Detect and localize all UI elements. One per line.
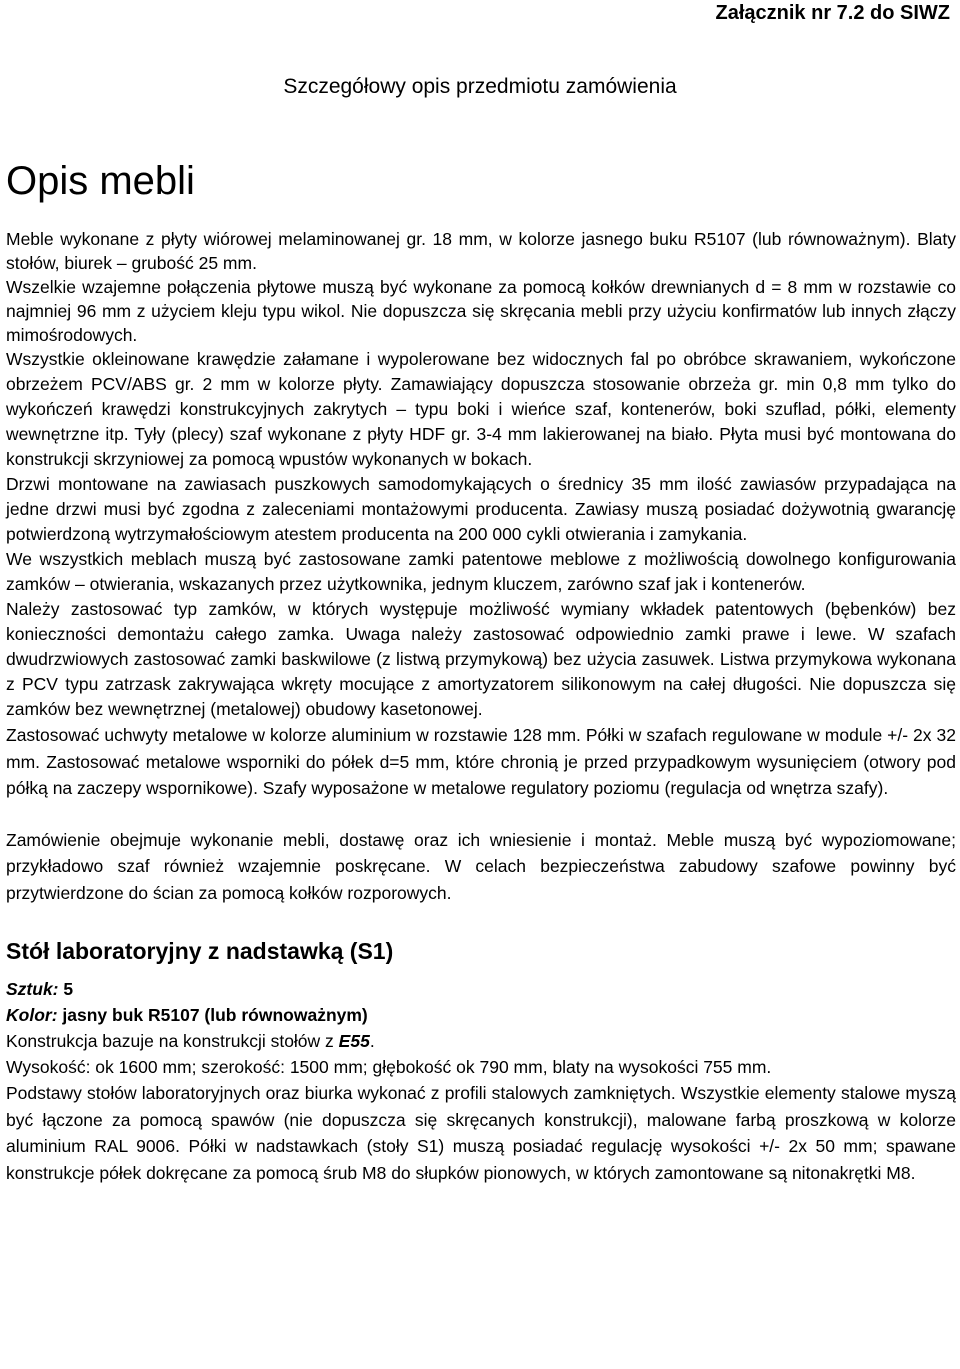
- paragraph-lock-types: Należy zastosować typ zamków, w których występuje możliwość wymiany wkładek patentowych (bębenków) bez konieczności demontażu całego zamka. Uwaga należy zastosować odpowiednio zamki prawe i lewe. W szafach dwudrzwiowych zastosować zamki baskwilowe (z listwą przymykową) bez użycia zasuwek. Listwa przymykowa wykonana z PCV typu zatrzask zakrywająca wkręty mocujące z amortyzatorem silikonowym na całej długości. Nie dopuszcza się zamków bez wewnętrznej (metalowej) obudowy kasetonowej.: [6, 599, 956, 719]
- section-heading: Stół laboratoryjny z nadstawką (S1): [6, 938, 394, 964]
- paragraph-joints: Wszelkie wzajemne połączenia płytowe muszą być wykonane za pomocą kołków drewnianych d = 8 mm w rozstawie co najmniej 96 mm z użyciem kleju typu wikol. Nie dopuszcza się skręcania mebli przy użyciu konfirmatów lub innych złączy mimośrodowych.: [6, 277, 956, 345]
- paragraph-edges: Wszystkie okleinowane krawędzie załamane i wypolerowane bez widocznych fal po obróbce skrawaniem, wykończone obrzeżem PCV/ABS gr. 2 mm w kolorze płyty. Zamawiający dopuszcza stosowanie obrzeża gr. min 0,8 mm tylko do wykończeń krawędzi konstrukcyjnych zakrytych – typu boki i wieńce szaf, kontenerów, boki szuflad, półki, elementy wewnętrzne itp. Tyły (plecy) szaf wykonane z płyty HDF gr. 3-4 mm lakierowanej na biało. Płyta musi być montowana do konstrukcji skrzyniowej za pomocą wpustów wykonanych w bokach.: [6, 349, 956, 469]
- dimensions-line: Wysokość: ok 1600 mm; szerokość: 1500 mm; głębokość ok 790 mm, blaty na wysokości 755 mm.: [6, 1057, 772, 1077]
- spacer: [6, 966, 956, 976]
- annex-label: Załącznik nr 7.2 do SIWZ: [715, 2, 950, 24]
- document-subtitle: Szczegółowy opis przedmiotu zamówienia: [283, 75, 677, 98]
- paragraph-steel-frame: Podstawy stołów laboratoryjnych oraz biurka wykonać z profili stalowych zamkniętych. Wszystkie elementy stalowe myszą być łączone za pomocą spawów (nie dopuszcza się skręcanych konstrukcji), malowane farbą proszkową w kolorze aluminium RAL 9006. Półki w nadstawkach (stoły S1) muszą posiadać regulację wysokości +/- 2x 50 mm; spawane konstrukcje półek dokręcane za pomocą śrub M8 do słupków pionowych, w których zamontowane są nitonakrętki M8.: [6, 1083, 956, 1183]
- page-title: Opis mebli: [6, 159, 195, 203]
- construction-end: .: [369, 1031, 375, 1051]
- construction-ref: E55: [338, 1031, 370, 1051]
- quantity-line: [6, 976, 956, 1002]
- color-value: jasny buk R5107 (lub równoważnym): [62, 1005, 368, 1025]
- paragraph-order-scope: Zamówienie obejmuje wykonanie mebli, dostawę oraz ich wniesienie i montaż. Meble muszą być wypoziomowane; przykładowo szaf również wzajemnie poskręcane. W celach bezpieczeństwa zabudowy szafowe powinny być przytwierdzone do ścian za pomocą kołków rozporowych.: [6, 829, 956, 903]
- paragraph-hinges: Drzwi montowane na zawiasach puszkowych samodomykających o średnicy 35 mm ilość zawiasów przypadająca na jedne drzwi musi być zgodna z zaleceniami montażowymi producenta. Zawiasy muszą posiadać dożywotnią gwarancję potwierdzoną wytrzymałościowym atestem producenta na 200 000 cykli otwierania i zamykania.: [6, 474, 956, 544]
- construction-line: [6, 1028, 956, 1054]
- construction-text: Konstrukcja bazuje na konstrukcji stołów z: [6, 1031, 334, 1051]
- paragraph-locks: We wszystkich meblach muszą być zastosowane zamki patentowe meblowe z możliwością dowolnego konfigurowania zamków – otwierania, wskazanych przez użytkownika, jednym kluczem, zarówno szaf jak i kontenerów.: [6, 549, 956, 594]
- quantity-label: Sztuk:: [6, 979, 59, 999]
- color-line: [6, 1002, 956, 1028]
- color-label: Kolor:: [6, 1005, 58, 1025]
- quantity-value: 5: [63, 979, 74, 999]
- document-body: [6, 227, 956, 1186]
- paragraph-materials: Meble wykonane z płyty wiórowej melaminowanej gr. 18 mm, w kolorze jasnego buku R5107 (lub równoważnym). Blaty stołów, biurek – grubość 25 mm.: [6, 229, 956, 273]
- spacer: [6, 906, 956, 936]
- paragraph-handles-shelves: Zastosować uchwyty metalowe w kolorze aluminium w rozstawie 128 mm. Półki w szafach regulowane w module +/- 2x 32 mm. Zastosować metalowe wsporniki do półek d=5 mm, które chronią je przed przypadkowym wysunięciem (otwory pod półką na zaczepy wspornikowe). Szafy wyposażone w metalowe regulatory poziomu (regulacja od wnętrza szafy).: [6, 725, 956, 798]
- spacer: [6, 802, 956, 827]
